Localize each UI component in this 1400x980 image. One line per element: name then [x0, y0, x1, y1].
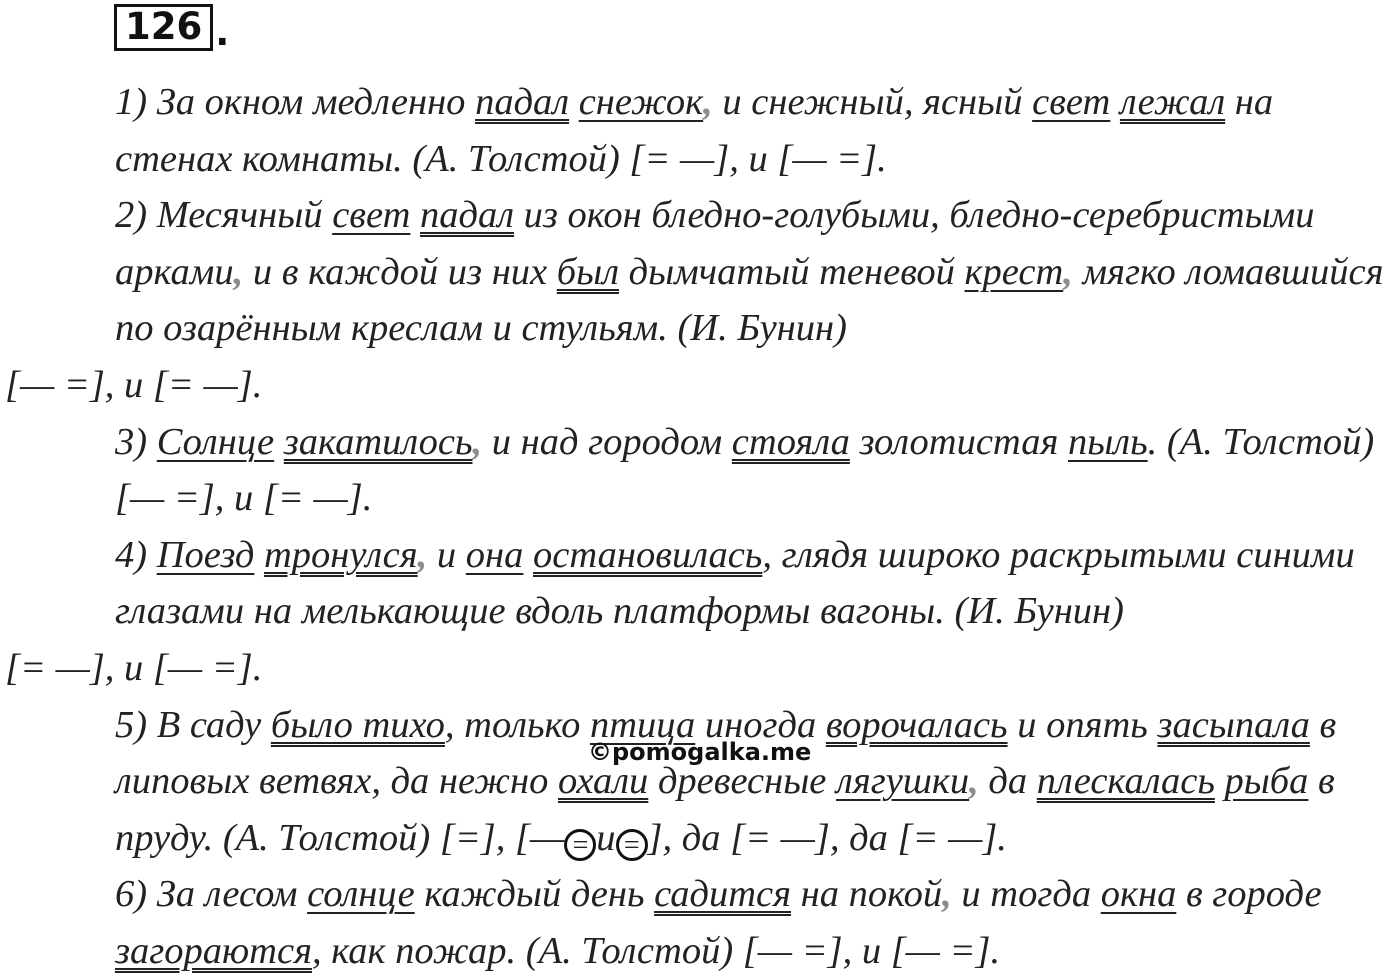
predicate: закатилось	[283, 420, 473, 463]
predicate: плескалась	[1036, 760, 1215, 803]
text: 3)	[115, 420, 157, 463]
sentence-6	[5, 866, 1397, 979]
text: дымчатый теневой	[619, 250, 965, 293]
subject: лягушки	[836, 760, 970, 803]
subject: рыба	[1224, 760, 1309, 803]
subject: крест	[964, 250, 1064, 293]
subject: Солнце	[156, 420, 275, 463]
predicate: загораются	[115, 929, 312, 972]
sentence-3	[5, 414, 1397, 527]
text: , глядя широко раскрытыми синими глазами на мелькающие вдоль платформы вагоны. (И. Бунин)	[115, 533, 1355, 633]
predicate: садится	[654, 873, 791, 916]
predicate: засыпала	[1157, 703, 1310, 746]
space	[569, 81, 579, 123]
text: на покой	[791, 873, 943, 916]
subject: пыль	[1067, 420, 1148, 463]
scheme-4: [= —], и [— =].	[5, 646, 263, 689]
text: в липовых ветвях, да нежно	[115, 703, 1337, 803]
space	[523, 534, 533, 576]
space	[274, 421, 284, 463]
predicate: падал	[475, 81, 570, 123]
predicate: падал	[420, 194, 515, 237]
text: древесные	[648, 760, 837, 803]
text: золотистая	[849, 420, 1068, 463]
exercise-number-dot: .	[215, 11, 230, 54]
highlighted-comma: ,	[233, 250, 244, 293]
text: 1) За окном медленно	[115, 81, 476, 123]
text: 2) Месячный	[115, 194, 333, 237]
predicate: лежал	[1119, 81, 1226, 123]
exercise-text	[5, 74, 1397, 980]
text: 5) В саду	[115, 703, 271, 746]
scheme-2: [— =], и [= —].	[5, 363, 263, 406]
text: мягко ломавшийся по озарённым креслам и стульям. (И. Бунин)	[115, 250, 1384, 350]
space	[254, 534, 264, 576]
text: , только	[444, 703, 590, 746]
space	[1110, 81, 1120, 123]
highlighted-comma: ,	[703, 81, 713, 123]
text: на стенах комнаты. (А. Толстой) [= —], и [— =].	[115, 81, 1274, 180]
predicate: охали	[557, 760, 649, 803]
sentence-5	[5, 697, 1397, 867]
highlighted-comma: ,	[1063, 250, 1073, 293]
subject: она	[465, 533, 524, 576]
subject: свет	[332, 194, 411, 237]
text: в городе	[1176, 873, 1322, 916]
space	[410, 194, 420, 236]
predicate: тронулся	[263, 533, 418, 576]
subject: птица	[589, 703, 696, 746]
text: и	[427, 533, 466, 576]
predicate: остановилась	[533, 533, 763, 576]
text: ], да [= —], да [= —].	[647, 816, 1007, 859]
text: и в каждой из них	[243, 250, 557, 293]
sentence-2	[5, 187, 1397, 357]
text: и над городом	[482, 420, 732, 463]
text: каждый день	[414, 873, 655, 916]
highlighted-comma: ,	[942, 873, 952, 916]
highlighted-comma: ,	[969, 760, 979, 803]
predicate: ворочалась	[825, 703, 1008, 746]
circled-predicate-mark: =	[616, 829, 648, 861]
subject: Поезд	[156, 533, 255, 576]
watermark: ©pomogalka.me	[588, 738, 812, 766]
subject: свет	[1032, 81, 1111, 123]
highlighted-comma: ,	[417, 533, 428, 576]
highlighted-comma: ,	[472, 420, 483, 463]
text: в пруду. (А. Толстой) [=], [—	[115, 760, 1335, 859]
sentence-4	[5, 527, 1397, 640]
subject: окна	[1100, 873, 1177, 916]
text: и	[596, 816, 616, 859]
subject: солнце	[307, 873, 415, 916]
text: да	[978, 760, 1037, 803]
predicate: стояла	[731, 420, 850, 463]
text: 6) За лесом	[115, 873, 308, 916]
text: из окон бледно-голубыми, бледно-серебристыми арками	[115, 194, 1315, 293]
text: и снежный, ясный	[712, 81, 1033, 123]
text: 4)	[115, 533, 157, 576]
exercise-number-box: 126	[114, 4, 213, 51]
subject: снежок	[578, 81, 704, 123]
circled-predicate-mark: =	[564, 829, 596, 861]
text: , как пожар. (А. Толстой) [— =], и [— =].	[311, 929, 1001, 972]
text: . (А. Толстой) [— =], и [= —].	[115, 420, 1375, 520]
exercise-number	[114, 4, 230, 54]
predicate: был	[556, 250, 619, 293]
text: и опять	[1007, 703, 1158, 746]
text: иногда	[695, 703, 826, 746]
text: и тогда	[951, 873, 1101, 916]
predicate: было тихо	[270, 703, 445, 746]
sentence-1	[5, 74, 1397, 187]
